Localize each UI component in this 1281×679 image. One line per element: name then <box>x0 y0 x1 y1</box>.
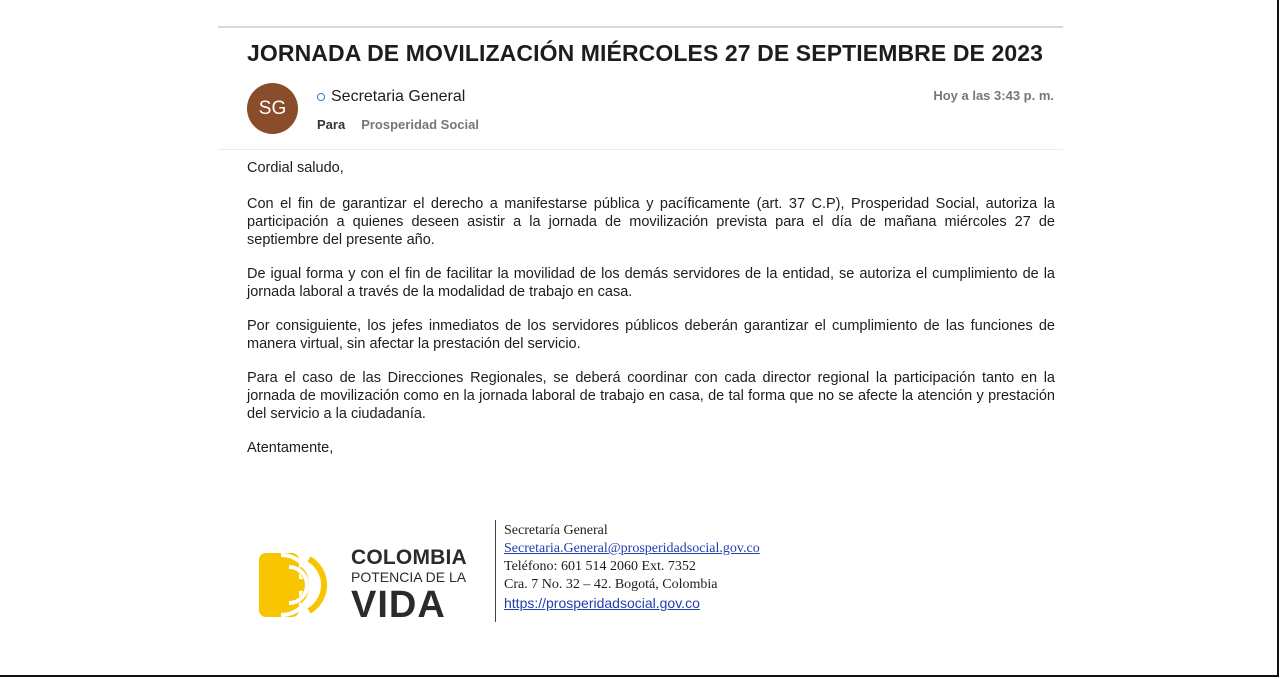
body-paragraph: De igual forma y con el fin de facilitar la movilidad de los demás servidores de la entidad, se autoriza el cumplimiento de la jornada laboral a través de la modalidad de trabajo en casa. <box>247 266 1055 300</box>
body-paragraph: Para el caso de las Direcciones Regionales, se deberá coordinar con cada director regional la participación tanto en la jornada de movilización como en la jornada laboral de trabajo en casa, de tal forma que no se afecte la atención y prestación del servicio a la ciudadanía. <box>247 370 1055 422</box>
sender-line <box>317 88 465 106</box>
signature-address: Cra. 7 No. 32 – 42. Bogotá, Colombia <box>504 577 718 592</box>
top-divider <box>218 26 1063 28</box>
colombia-potencia-logo <box>259 546 469 626</box>
signature-contact <box>504 522 760 614</box>
sender-avatar[interactable]: SG <box>247 83 298 134</box>
signature-website-link[interactable]: https://prosperidadsocial.gov.co <box>504 595 700 611</box>
signature-divider <box>495 520 496 622</box>
logo-line-potencia: POTENCIA DE LA <box>351 569 467 585</box>
recipient-line <box>317 117 479 132</box>
sender-name[interactable]: Secretaria General <box>331 88 466 105</box>
logo-wordmark <box>351 547 471 624</box>
body-paragraph: Por consiguiente, los jefes inmediatos de los servidores públicos deberán garantizar el cumplimiento de las funciones de manera virtual, sin afectar la prestación del servicio. <box>247 318 1055 352</box>
logo-line-colombia: COLOMBIA <box>351 546 467 569</box>
signature-title: Secretaría General <box>504 523 608 538</box>
presence-dot-icon <box>317 93 325 101</box>
email-message <box>218 26 1063 473</box>
recipient-label: Para <box>317 117 346 132</box>
logo-line-vida: VIDA <box>351 584 446 626</box>
signature-phone: Teléfono: 601 514 2060 Ext. 7352 <box>504 559 696 574</box>
body-greeting: Cordial saludo, <box>247 160 344 176</box>
email-signature <box>259 519 799 626</box>
email-body <box>247 159 1055 457</box>
sound-waves-logo-icon <box>259 547 337 623</box>
recipient-name[interactable]: Prosperidad Social <box>361 117 479 132</box>
header-divider <box>218 149 1063 150</box>
email-header <box>218 81 1063 145</box>
signature-email-link[interactable]: Secretaria.General@prosperidadsocial.gov.co <box>504 541 760 556</box>
body-closing: Atentamente, <box>247 440 334 456</box>
body-paragraph: Con el fin de garantizar el derecho a manifestarse pública y pacíficamente (art. 37 C.P), Prosperidad Social, autoriza la participación a quienes deseen asistir a la jornada de movilización prevista para el día de mañana miércoles 27 de septiembre del presente año. <box>247 196 1055 248</box>
email-timestamp: Hoy a las 3:43 p. m. <box>933 88 1054 103</box>
email-subject: JORNADA DE MOVILIZACIÓN MIÉRCOLES 27 DE SEPTIEMBRE DE 2023 <box>247 40 1044 66</box>
